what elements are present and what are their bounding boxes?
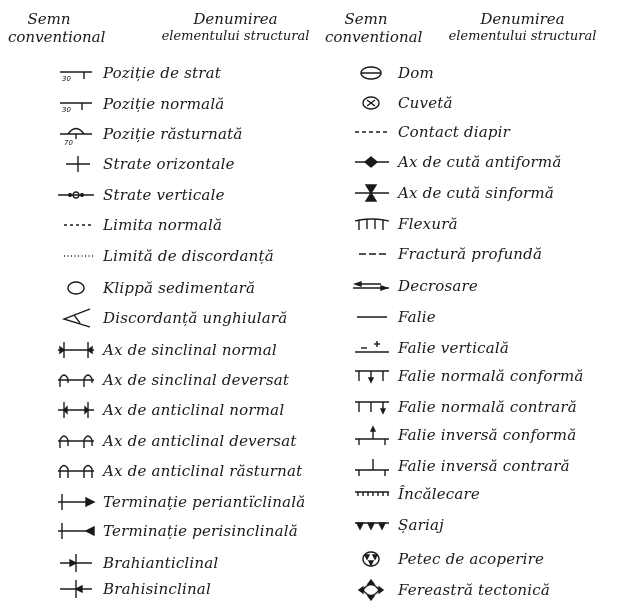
legend-label: Limită de discordanță xyxy=(103,247,274,265)
legend-label: Falie inversă contrară xyxy=(398,457,570,475)
legend-row-normal-position xyxy=(55,91,224,117)
legend-row-anticline-normal xyxy=(55,397,284,423)
legend-row-reverse-fault-conform xyxy=(350,422,576,448)
legend-row-antiform xyxy=(350,149,561,175)
klippe-icon xyxy=(350,546,392,572)
legend-row-angular-unconformity xyxy=(55,305,287,331)
legend-row-normal-fault-contrary xyxy=(350,394,577,420)
legend-label: Încălecare xyxy=(398,485,480,503)
legend-label: Petec de acoperire xyxy=(398,550,545,568)
fault-icon xyxy=(350,304,392,330)
horizontal-beds-icon xyxy=(55,151,97,177)
strike-dip-30-normal-icon xyxy=(55,91,97,117)
legend-row-strike-dip xyxy=(55,60,221,86)
strike-dip-30-icon xyxy=(55,60,97,86)
dotted-line-icon xyxy=(55,243,97,269)
overturned-bed-icon xyxy=(55,121,97,147)
legend-row-basin xyxy=(350,90,453,116)
basin-icon xyxy=(350,90,392,116)
vertical-fault-icon xyxy=(350,335,392,361)
legend-row-synform xyxy=(350,180,554,206)
legend-row-brachysyncline xyxy=(55,576,211,602)
legend-label: Flexură xyxy=(398,215,458,233)
legend-label: Ax de anticlinal normal xyxy=(103,401,285,419)
legend-label: Fractură profundă xyxy=(398,245,543,263)
legend-row-reverse-fault-contrary xyxy=(350,453,570,479)
legend-label: Strate verticale xyxy=(103,186,225,204)
ellipse-icon xyxy=(55,275,97,301)
nappe-icon xyxy=(350,512,392,538)
legend-label: Discordanță unghiulară xyxy=(103,309,288,327)
legend-label: Ax de anticlinal deversat xyxy=(103,432,297,450)
anticline-inverted-icon xyxy=(55,458,97,484)
legend-label: Contact diapir xyxy=(398,123,511,141)
legend-row-anticline-inverted xyxy=(55,458,302,484)
tectonic-window-icon xyxy=(350,577,392,603)
angular-unconformity-icon xyxy=(55,305,97,331)
right-sign-header: Semn conventional xyxy=(325,10,423,46)
anticline-normal-icon xyxy=(55,397,97,423)
antiform-axis-icon xyxy=(350,149,392,175)
overthrust-icon xyxy=(350,481,392,507)
reverse-fault-contrary-icon xyxy=(350,453,392,479)
dashed-line-icon xyxy=(55,212,97,238)
syncline-normal-icon xyxy=(55,337,97,363)
legend-label: Ax de sinclinal deversat xyxy=(103,371,290,389)
brachyanticline-icon xyxy=(55,550,97,576)
legend-label: Falie verticală xyxy=(398,339,510,357)
legend-row-syncline-overturned xyxy=(55,367,289,393)
legend-row-syncline-normal xyxy=(55,337,277,363)
periclinal-anticline-icon xyxy=(55,489,97,515)
legend-label: Ax de cută antiformă xyxy=(398,153,562,171)
legend-row-overturned xyxy=(55,121,243,147)
legend-label: Strate orizontale xyxy=(103,155,235,173)
legend-label: Brahianticlinal xyxy=(103,554,219,572)
normal-fault-contrary-icon xyxy=(350,394,392,420)
dome-icon xyxy=(350,60,392,86)
right-name-header: Denumirea elementului structural xyxy=(448,10,597,44)
legend-label: Brahisinclinal xyxy=(103,580,211,598)
legend-row-horizontal xyxy=(55,151,235,177)
legend-row-vertical xyxy=(55,182,225,208)
legend-row-vertical-fault xyxy=(350,335,509,361)
legend-row-dome xyxy=(350,60,434,86)
legend-row-tectonic-window xyxy=(350,577,550,603)
legend-row-klippe-cover xyxy=(350,546,544,572)
legend-label: Klippă sedimentară xyxy=(103,279,256,297)
legend-row-anticline-overturned xyxy=(55,428,297,454)
legend-label: Șariaj xyxy=(398,516,444,534)
legend-row-nappe xyxy=(350,512,444,538)
legend-row-fault xyxy=(350,304,436,330)
normal-fault-conform-icon xyxy=(350,363,392,389)
reverse-fault-conform-icon xyxy=(350,422,392,448)
anticline-overturned-icon xyxy=(55,428,97,454)
legend-row-periclinal-syncline xyxy=(55,518,298,544)
legend-row-brachyanticline xyxy=(55,550,218,576)
legend-label: Decrosare xyxy=(398,277,478,295)
legend-row-diapir xyxy=(350,119,510,145)
syncline-overturned-icon xyxy=(55,367,97,393)
legend-label: Cuvetă xyxy=(398,94,453,112)
legend-label: Fereastră tectonică xyxy=(398,581,551,599)
legend-row-discordance-limit xyxy=(55,243,274,269)
legend-label: Terminație periantïclinală xyxy=(103,493,306,511)
legend-row-deep-fracture xyxy=(350,241,542,267)
legend-label: Falie xyxy=(398,308,436,326)
left-name-header: Denumirea elementului structural xyxy=(161,10,310,44)
flexure-icon xyxy=(350,211,392,237)
strike-slip-icon xyxy=(350,273,392,299)
synform-axis-icon xyxy=(350,180,392,206)
legend-label: Falie normală conformă xyxy=(398,367,584,385)
diapir-contact-icon xyxy=(350,119,392,145)
legend-row-normal-limit xyxy=(55,212,222,238)
legend-row-normal-fault-conform xyxy=(350,363,584,389)
legend-label: Ax de anticlinal răsturnat xyxy=(103,462,303,480)
legend-row-klippe xyxy=(55,275,255,301)
legend-row-flexure xyxy=(350,211,458,237)
svg-text:30: 30 xyxy=(62,106,71,114)
left-sign-header: Semn conventional xyxy=(8,10,106,46)
deep-fracture-icon xyxy=(350,241,392,267)
legend-label: Dom xyxy=(398,64,434,82)
legend-label: Poziție de strat xyxy=(103,64,221,82)
legend-label: Limita normală xyxy=(103,216,223,234)
legend-label: Ax de cută sinformă xyxy=(398,184,554,202)
legend-label: Poziție normală xyxy=(103,95,225,113)
vertical-beds-icon xyxy=(55,182,97,208)
legend-label: Poziție răsturnată xyxy=(103,125,243,143)
periclinal-syncline-icon xyxy=(55,518,97,544)
legend-label: Ax de sinclinal normal xyxy=(103,341,277,359)
legend-label: Terminație perisinclinală xyxy=(103,522,298,540)
legend-row-periclinal-anticline xyxy=(55,489,305,515)
legend-row-strike-slip xyxy=(350,273,478,299)
legend-label: Falie normală contrară xyxy=(398,398,577,416)
svg-text:70: 70 xyxy=(64,139,73,147)
svg-text:30: 30 xyxy=(62,75,71,83)
brachysyncline-icon xyxy=(55,576,97,602)
legend-row-overthrust xyxy=(350,481,480,507)
legend-label: Falie inversă conformă xyxy=(398,426,577,444)
